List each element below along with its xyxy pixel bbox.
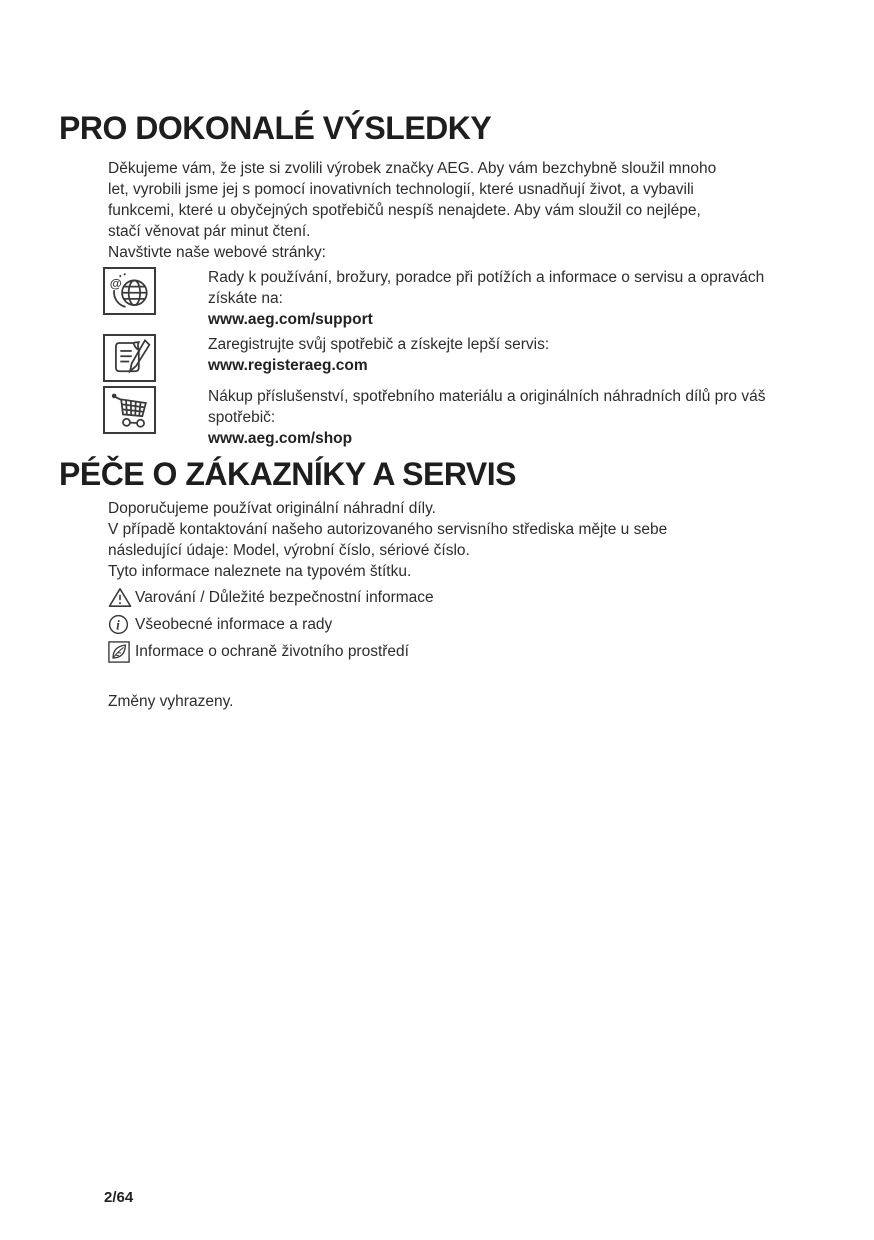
globe-at-icon <box>103 267 156 315</box>
environment-note-text: Informace o ochraně životního prostředí <box>135 643 409 660</box>
shop-link-row <box>103 386 820 449</box>
environment-note <box>108 639 820 664</box>
info-note-text: Všeobecné informace a rady <box>135 616 333 633</box>
customer-care-paragraph <box>108 498 820 712</box>
shopping-cart-icon <box>103 386 156 434</box>
register-text-1: Zaregistrujte svůj spotřebič a získejte lepší servis: <box>208 336 550 353</box>
care-line-1: Doporučujeme používat originální náhradní díly. <box>108 500 436 517</box>
shop-url: www.aeg.com/shop <box>208 430 353 447</box>
intro-line-4: stačí věnovat pár minut čtení. <box>108 223 311 240</box>
changes-reserved-note: Změny vyhrazeny. <box>108 693 234 710</box>
support-link-row <box>103 267 820 330</box>
info-note <box>108 612 820 637</box>
warning-note <box>108 585 820 610</box>
intro-line-3: funkcemi, které u obyčejných spotřebičů nespíš nenajdete. Aby vám sloužil co nejlépe, <box>108 202 701 219</box>
care-line-2: V případě kontaktování našeho autorizovaného servisního střediska mějte u sebe <box>108 521 668 538</box>
section-title-customer-care: PÉČE O ZÁKAZNÍKY A SERVIS <box>59 456 516 492</box>
section-title-perfect-results: PRO DOKONALÉ VÝSLEDKY <box>59 110 492 146</box>
support-text-2: získáte na: <box>208 290 283 307</box>
support-url: www.aeg.com/support <box>208 311 373 328</box>
svg-text:i: i <box>116 617 120 633</box>
register-url: www.registeraeg.com <box>208 357 368 374</box>
info-circle-icon <box>108 614 135 635</box>
legend-notes <box>108 585 820 664</box>
intro-line-2: let, vyrobili jsme jej s pomocí inovativních technologií, které usnadňují život, a vybavili <box>108 181 694 198</box>
warning-note-text: Varování / Důležité bezpečnostní informace <box>135 589 434 606</box>
support-text-1: Rady k používání, brožury, poradce při potížích a informace o servisu a opravách <box>208 269 765 286</box>
register-link-row <box>103 334 820 382</box>
leaf-icon <box>108 641 135 663</box>
intro-line-1: Děkujeme vám, že jste si zvolili výrobek značky AEG. Aby vám bezchybně sloužil mnoho <box>108 160 717 177</box>
intro-paragraph <box>108 158 820 449</box>
care-line-3: následující údaje: Model, výrobní číslo, sériové číslo. <box>108 542 470 559</box>
register-document-icon <box>103 334 156 382</box>
visit-websites-line: Navštivte naše webové stránky: <box>108 244 326 261</box>
shop-text-1: Nákup příslušenství, spotřebního materiálu a originálních náhradních dílů pro váš <box>208 388 766 405</box>
website-links <box>103 267 820 449</box>
svg-text:@: @ <box>109 276 122 291</box>
warning-triangle-icon <box>108 587 135 608</box>
shop-text-2: spotřebič: <box>208 409 276 426</box>
page-number: 2/64 <box>104 1189 134 1206</box>
care-line-4: Tyto informace naleznete na typovém štítku. <box>108 563 412 580</box>
